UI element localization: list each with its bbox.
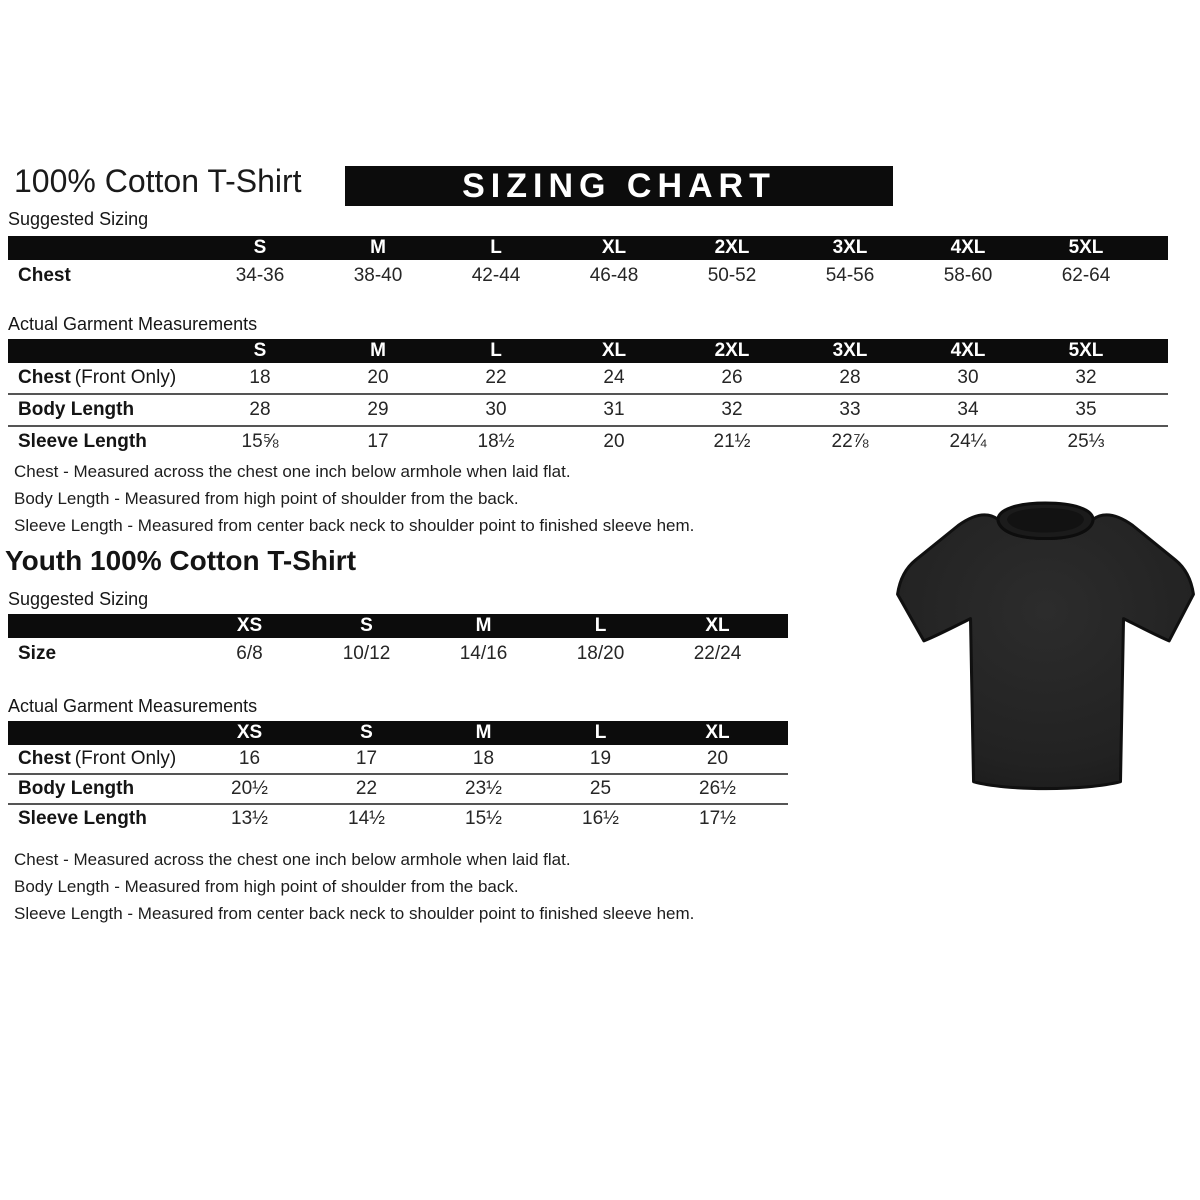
measurement-cell: 23½ <box>465 778 502 799</box>
measurement-cell: 50-52 <box>707 265 757 286</box>
measurement-cell: 34 <box>957 399 979 420</box>
row-label: Body Length <box>18 399 135 420</box>
page-title: 100% Cotton T-Shirt <box>14 163 302 199</box>
note-body-length: Body Length - Measured from high point of shoulder from the back. <box>14 489 519 508</box>
size-column-header: 2XL <box>714 237 750 258</box>
measurement-cell: 16 <box>238 748 261 769</box>
measurement-cell: 22 <box>485 367 507 388</box>
banner-label: SIZING CHART <box>462 166 776 205</box>
table-row <box>8 803 788 833</box>
measurement-cell: 30 <box>485 399 507 420</box>
youth-actual-measurements-label: Actual Garment Measurements <box>8 696 258 716</box>
size-column-header: M <box>475 722 492 743</box>
table-row <box>8 745 788 773</box>
measurement-cell: 38-40 <box>353 265 403 286</box>
measurement-cell: 46-48 <box>589 265 639 286</box>
row-filler <box>776 805 788 833</box>
size-column-header: 5XL <box>1068 237 1104 258</box>
measurement-cell: 28 <box>249 399 271 420</box>
size-column-header: S <box>360 722 373 743</box>
table-row <box>8 260 1168 292</box>
row-label: Size <box>18 643 57 664</box>
measurement-cell: 26 <box>721 367 743 388</box>
size-column-header: S <box>253 237 267 258</box>
size-column-header: 3XL <box>832 237 868 258</box>
row-filler <box>1145 427 1168 457</box>
measurement-cell: 15⅝ <box>241 431 279 452</box>
measurement-cell: 30 <box>957 367 979 388</box>
adult-actual-measurements-table <box>8 339 1168 457</box>
row-label: Body Length <box>18 778 135 799</box>
table-header-row <box>8 614 788 638</box>
size-column-header: L <box>490 340 502 361</box>
size-column-header: S <box>360 615 373 636</box>
youth-suggested-sizing-label: Suggested Sizing <box>8 589 149 609</box>
header-filler <box>776 614 788 638</box>
header-filler <box>1145 339 1168 363</box>
measurement-cell: 26½ <box>699 778 736 799</box>
row-label: Chest (Front Only) <box>18 748 177 769</box>
measurement-cell: 20 <box>367 367 389 388</box>
measurement-cell: 29 <box>367 399 389 420</box>
measurement-cell: 21½ <box>713 431 751 452</box>
measurement-cell: 22 <box>355 778 378 799</box>
measurement-cell: 20 <box>603 431 625 452</box>
header-filler <box>1145 236 1168 260</box>
measurement-cell: 28 <box>839 367 861 388</box>
measurement-cell: 17 <box>367 431 389 452</box>
sizing-chart-banner <box>345 166 893 206</box>
tshirt-product-photo <box>893 497 1198 804</box>
measurement-cell: 14/16 <box>459 643 508 664</box>
measurement-cell: 20 <box>706 748 729 769</box>
row-label: Sleeve Length <box>18 431 147 452</box>
row-filler <box>776 775 788 803</box>
measurement-cell: 54-56 <box>825 265 875 286</box>
measurement-cell: 22/24 <box>693 643 742 664</box>
adult-suggested-sizing-table <box>8 236 1168 292</box>
table-row <box>8 773 788 803</box>
note-sleeve-length: Sleeve Length - Measured from center back neck to shoulder point to finished sleeve hem. <box>14 516 695 535</box>
measurement-cell: 62-64 <box>1061 265 1111 286</box>
measurement-cell: 18 <box>472 748 495 769</box>
measurement-cell: 42-44 <box>471 265 521 286</box>
measurement-cell: 58-60 <box>943 265 993 286</box>
table-row <box>8 393 1168 425</box>
header-corner-cell <box>8 721 191 745</box>
table-header-row <box>8 339 1168 363</box>
header-corner-cell <box>8 236 201 260</box>
adult-actual-measurements-label: Actual Garment Measurements <box>8 314 258 334</box>
size-column-header: XL <box>705 615 730 636</box>
measurement-cell: 15½ <box>465 808 502 829</box>
size-column-header: XS <box>236 722 263 743</box>
note-chest: Chest - Measured across the chest one inch below armhole when laid flat. <box>14 850 571 869</box>
table-row <box>8 638 788 670</box>
row-filler <box>1145 260 1168 292</box>
row-filler <box>776 638 788 670</box>
measurement-cell: 24 <box>603 367 625 388</box>
size-column-header: L <box>594 615 607 636</box>
tshirt-illustration <box>893 497 1198 804</box>
size-column-header: M <box>370 340 386 361</box>
measurement-cell: 13½ <box>231 808 268 829</box>
header-corner-cell <box>8 339 201 363</box>
table-header-row <box>8 721 788 745</box>
measurement-cell: 10/12 <box>342 643 391 664</box>
measurement-cell: 18½ <box>477 431 515 452</box>
size-column-header: 4XL <box>950 340 986 361</box>
size-column-header: 4XL <box>950 237 986 258</box>
measurement-cell: 34-36 <box>235 265 285 286</box>
size-column-header: M <box>475 615 492 636</box>
measurement-cell: 14½ <box>348 808 385 829</box>
youth-actual-measurements-table <box>8 721 788 833</box>
size-column-header: 5XL <box>1068 340 1104 361</box>
size-column-header: L <box>490 237 502 258</box>
youth-measurement-notes <box>14 846 694 927</box>
note-chest: Chest - Measured across the chest one inch below armhole when laid flat. <box>14 462 571 481</box>
tshirt-body <box>898 515 1194 789</box>
measurement-cell: 22⅞ <box>831 431 869 452</box>
measurement-cell: 31 <box>603 399 625 420</box>
adult-suggested-sizing-label: Suggested Sizing <box>8 209 149 229</box>
table-row <box>8 363 1168 393</box>
youth-suggested-sizing-table <box>8 614 788 670</box>
youth-section-title: Youth 100% Cotton T-Shirt <box>5 545 357 576</box>
row-label: Chest (Front Only) <box>18 367 177 388</box>
measurement-cell: 25 <box>589 778 612 799</box>
measurement-cell: 20½ <box>231 778 268 799</box>
measurement-cell: 17 <box>355 748 378 769</box>
header-filler <box>776 721 788 745</box>
size-column-header: L <box>594 722 607 743</box>
row-filler <box>776 745 788 773</box>
measurement-cell: 35 <box>1075 399 1097 420</box>
measurement-cell: 16½ <box>582 808 619 829</box>
measurement-cell: 24¼ <box>949 431 987 452</box>
measurement-cell: 6/8 <box>236 643 263 664</box>
measurement-cell: 32 <box>1075 367 1097 388</box>
size-column-header: M <box>370 237 386 258</box>
measurement-cell: 18 <box>249 367 271 388</box>
measurement-cell: 17½ <box>699 808 736 829</box>
row-filler <box>1145 395 1168 425</box>
size-column-header: 3XL <box>832 340 868 361</box>
size-column-header: XL <box>601 340 627 361</box>
row-filler <box>1145 363 1168 393</box>
note-sleeve-length: Sleeve Length - Measured from center back neck to shoulder point to finished sleeve hem. <box>14 904 695 923</box>
row-label: Chest <box>18 265 71 286</box>
note-body-length: Body Length - Measured from high point of shoulder from the back. <box>14 877 519 896</box>
size-column-header: XL <box>601 237 627 258</box>
table-header-row <box>8 236 1168 260</box>
row-label: Sleeve Length <box>18 808 147 829</box>
table-row <box>8 425 1168 457</box>
size-column-header: 2XL <box>714 340 750 361</box>
measurement-cell: 25⅓ <box>1067 431 1105 452</box>
tshirt-neck-opening <box>1007 508 1084 532</box>
size-column-header: XS <box>236 615 263 636</box>
measurement-cell: 18/20 <box>576 643 625 664</box>
size-column-header: S <box>253 340 267 361</box>
size-column-header: XL <box>705 722 730 743</box>
measurement-cell: 19 <box>589 748 612 769</box>
header-corner-cell <box>8 614 191 638</box>
adult-measurement-notes <box>14 458 694 539</box>
measurement-cell: 32 <box>721 399 743 420</box>
measurement-cell: 33 <box>839 399 861 420</box>
